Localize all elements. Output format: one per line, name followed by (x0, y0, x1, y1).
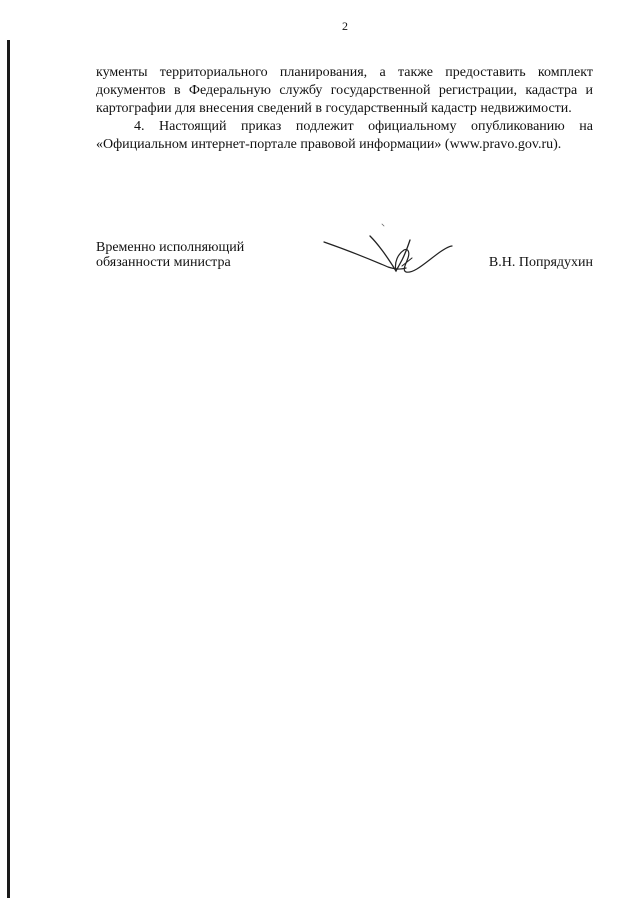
paragraph-item-4 (96, 118, 593, 154)
page-number: 2 (342, 19, 348, 33)
signer-name: В.Н. Попрядухин (488, 255, 593, 270)
signer-position-line-2: обязанности министра (96, 255, 231, 270)
paragraph-continuation: кументы территориального планирования, а также предоставить комплект документов в Федеральную службу государственной регистрации, кадастра и картографии для внесения сведений в государственный кадастр недвижимости. (96, 65, 593, 116)
scan-border-line (7, 40, 10, 898)
signer-position-line-1: Временно исполняющий (96, 240, 245, 255)
paragraph-item-4-text: 4. Настоящий приказ подлежит официальному опубликованию на «Официальном интернет-портале правовой информации» (96, 119, 593, 152)
signer-position (96, 240, 244, 270)
paragraph-item-4-url: (www.pravo.gov.ru). (444, 137, 562, 152)
document-body (96, 64, 593, 154)
handwritten-signature (322, 222, 462, 282)
